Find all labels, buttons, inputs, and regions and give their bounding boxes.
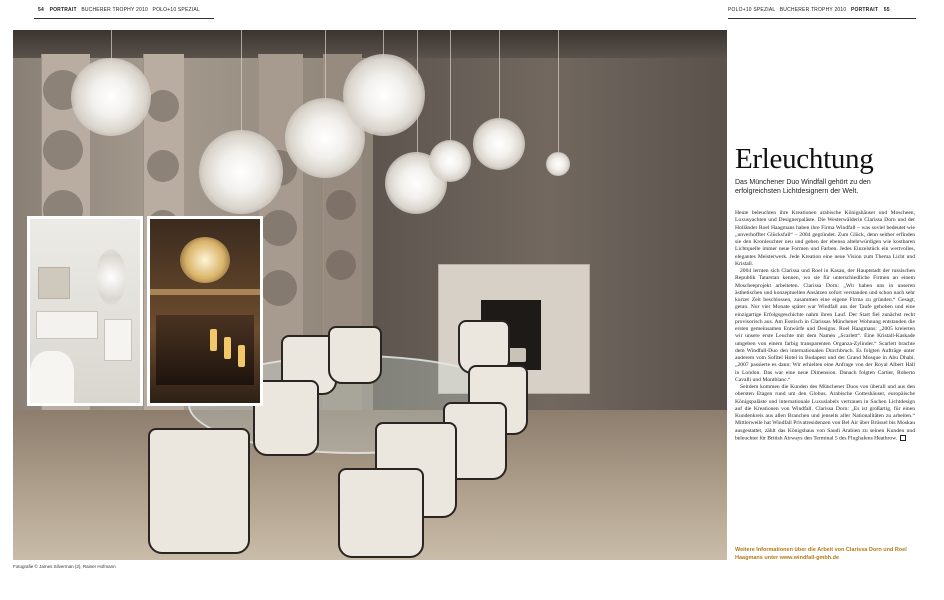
issue-label-right: POLO+10 SPEZIAL	[728, 7, 776, 13]
article-deck: Das Münchener Duo Windfall gehört zu den erfolgreichsten Lichtdesignern der Welt.	[735, 179, 871, 195]
photo-wall-dot	[261, 210, 297, 246]
issue-title-right: BUCHERER TROPHY 2010	[779, 7, 847, 13]
issue-title-left: BUCHERER TROPHY 2010	[81, 7, 148, 13]
inset-console	[36, 311, 98, 339]
chandelier-orb	[71, 58, 151, 136]
inset-candle	[224, 337, 231, 359]
chandelier-orb	[473, 118, 525, 170]
photo-wall-dot	[43, 130, 83, 170]
page-number-right: 55	[883, 7, 890, 13]
section-label-left: PORTRAIT	[49, 7, 77, 13]
article-paragraph	[735, 384, 915, 442]
issue-label-left: POLO+10 SPEZIAL	[152, 7, 200, 13]
article-footer-note: Weitere Informationen über die Arbeit von Clarissa Dorn und Roel Haagmans unter www.windfall-gmbh.de	[735, 547, 907, 561]
photo-credit: Fotografie © James Silverman (2), Rainer Hofmann	[13, 564, 116, 569]
photo-wall-dot	[261, 270, 297, 306]
inset-photo-white-room	[27, 216, 143, 406]
page-number-left: 54	[38, 7, 44, 13]
inset-cabinet	[104, 319, 132, 361]
photo-wall-dot	[147, 90, 179, 122]
inset-wall-frame	[38, 267, 70, 299]
photo-chair	[148, 428, 250, 554]
inset-sculpture	[30, 351, 74, 403]
photo-chair	[328, 326, 382, 384]
running-header-right	[728, 7, 894, 13]
chandelier-wire	[450, 30, 451, 140]
chandelier-orb	[429, 140, 471, 182]
article-paragraph: Heute beleuchten ihre Kreationen arabische Königshäuser und Moscheen, Luxusyachten und Designerpaläste. Die Westerwälderin Clarissa Dorn und der Holländer Roel Haagmans haben ihre Firma Windfall – was soviel bedeutet wie „unverhoffter Glücksfall“ – 2004 gegründet. Zum Glück, denn seither erfinden sie den Kronleuchter neu und geben der ebenso altehrwürdigen wie kostbaren Lichtquelle immer neue Formen und Farben. Jedes Einzelstück ein wertvolles, elegantes Meisterwerk. Jede Kreation eine neue Vision zum Thema Licht und Kristall.	[735, 210, 915, 267]
photo-chair	[338, 468, 424, 558]
inset-candle	[238, 345, 245, 367]
inset-photo-restaurant	[147, 216, 263, 406]
running-header-left	[34, 7, 200, 13]
inset-chandelier	[96, 249, 126, 305]
chandelier-wire	[558, 30, 559, 152]
inset-light-strip	[150, 289, 260, 295]
photo-ceiling	[13, 30, 727, 58]
header-rule-left	[34, 18, 214, 19]
chandelier-orb	[546, 152, 570, 176]
header-rule-right	[728, 18, 916, 19]
section-label-right: PORTRAIT	[850, 7, 879, 13]
article-paragraph-text: Seitdem kommen die Kunden des Münchener Duos von überall und aus den obersten Etagen rund um den Globus. Arabische Gotteshäuser, europäische Königspaläste und internationale Luxuslabels vertrauen in Sachen Lichtdesign auf die Kreationen von Windfall. Clarissa Dorn: „Es ist großartig, für einen Kundenkreis aus allen Branchen und jenseits aller Nationalitäten zu arbeiten.“ Mittlerweile hat Windfall Privatresidenzen von Bel Air über Brüssel bis Moskau ausgestattet, zählt das Königshaus von Saudi Arabien zu seinen Kunden und beleuchtet für British Airways den Terminal 5 des Flughafens Heathrow.	[735, 384, 915, 442]
end-mark-icon	[900, 435, 906, 441]
chandelier-wire	[325, 30, 326, 100]
chandelier-wire	[241, 30, 242, 140]
photo-wall-dot	[147, 150, 179, 182]
article-headline: Erleuchtung	[735, 143, 874, 175]
chandelier-orb	[199, 130, 283, 214]
article-body	[735, 210, 915, 442]
inset-chandelier	[180, 237, 230, 283]
chandelier-orb	[343, 54, 425, 136]
photo-wall-dot	[326, 250, 356, 280]
article-paragraph: 2004 lernten sich Clarissa und Roel in Kasan, der Hauptstadt der russischen Republik Tatarstan kennen, wo sie für unterschiedliche Firmen an einem Moscheeprojekt arbeiteten. Clarissa Dorn: „Wir haben uns in unseren ästhetischen und konzeptuellen Ansätzen sofort verstanden und schon nach sehr kurzer Zeit beschlossen, zusammen eine eigene Firma zu gründen.“ Gesagt, getan. Nur vier Monate später war Windfall aus der Taufe gehoben und eine einzigartige Erfolgsgeschichte nahm ihren Lauf. Der Start fiel zunächst recht provisorisch aus. Am Esstisch in Clarissas Münchener Wohnung entstanden die ersten gemeinsamen Entwürfe und Designs. Roel Haagmans: „2005 kreierten wir unsere erste Leuchte mit dem Namen „Scarlett“. Eine Kristall-Kaskade umgeben von einem farbig transparenten Organza-Zylinder.“ Scarlett brachte dem Windfall-Duo den internationalen Durchbruch. Es folgten Aufträge unter anderem vom Sofitel Hotel in Budapest und der Grand Mosque in Abu Dhabi. „2007 passierte es dann: Wir erhielten eine Anfrage von der Royal Albert Hall in London. Das war eine neue Dimension. Danach folgten Cartier, Roberto Cavalli und Montblanc.“	[735, 268, 915, 383]
inset-candle	[210, 329, 217, 351]
photo-wall-dot	[326, 190, 356, 220]
chandelier-wire	[499, 30, 500, 118]
